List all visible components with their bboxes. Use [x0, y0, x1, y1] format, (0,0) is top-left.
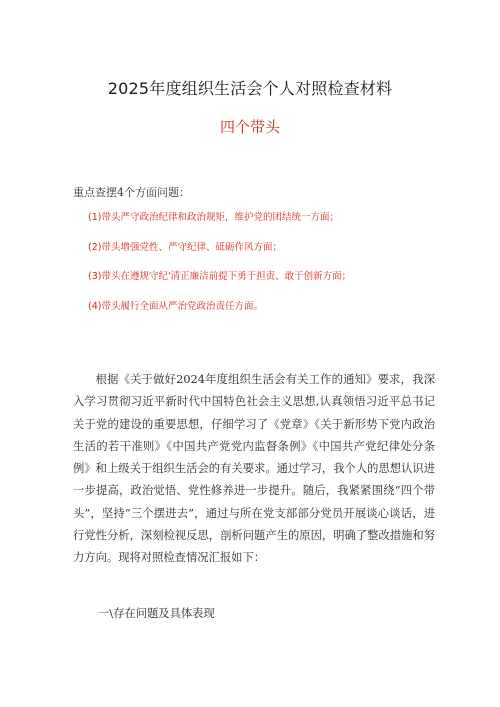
body-paragraph: 根据《关于做好2024年度组织生活会有关工作的通知》要求，我深入学习贯彻习近平新时代中国特色社会主义思想,认真领悟习近平总书记关于党的建设的重要思想，仔细学习了《党章》《关于新形势下党内政治生活的若干准则》《中国共产党党内监督条例》《中国共产党纪律处分条例》和上级关于组织生活会的有关要求。通过学习，我个人的思想认识进一步提高，政治觉悟、党性修养进一步提升。随后，我紧紧围绕“四个带头”，坚持“三个摆进去”，通过与所在党支部部分党员开展谈心谈话，进行党性分析，深刻检视反思，剖析问题产生的原因，明确了整改措施和努力方向。现将对照检查情况汇报如下： — [73, 373, 435, 565]
issues-list — [88, 212, 488, 330]
issue-item-3: (3)带头在遵规守纪'清正廉洁前提下勇于担责、敢于创新方面； — [88, 271, 352, 282]
issue-item-4: (4)带头履行全面从严治党政治责任方面。 — [88, 300, 263, 312]
issue-item-1: (1)带头严守政治纪律和政治规矩，维护党的团结统一方面； — [88, 212, 339, 223]
document-title: 2025年度组织生活会个人对照检查材料 — [107, 79, 393, 98]
issues-intro: 重点查摆4个方面问题： — [73, 186, 190, 199]
section-heading: 一\存在问题及具体表现 — [98, 607, 215, 620]
document-subtitle: 四个带头 — [219, 118, 280, 136]
issue-item-2: (2)带头增强党性、严守纪律、砥砺作风方面； — [88, 241, 282, 253]
